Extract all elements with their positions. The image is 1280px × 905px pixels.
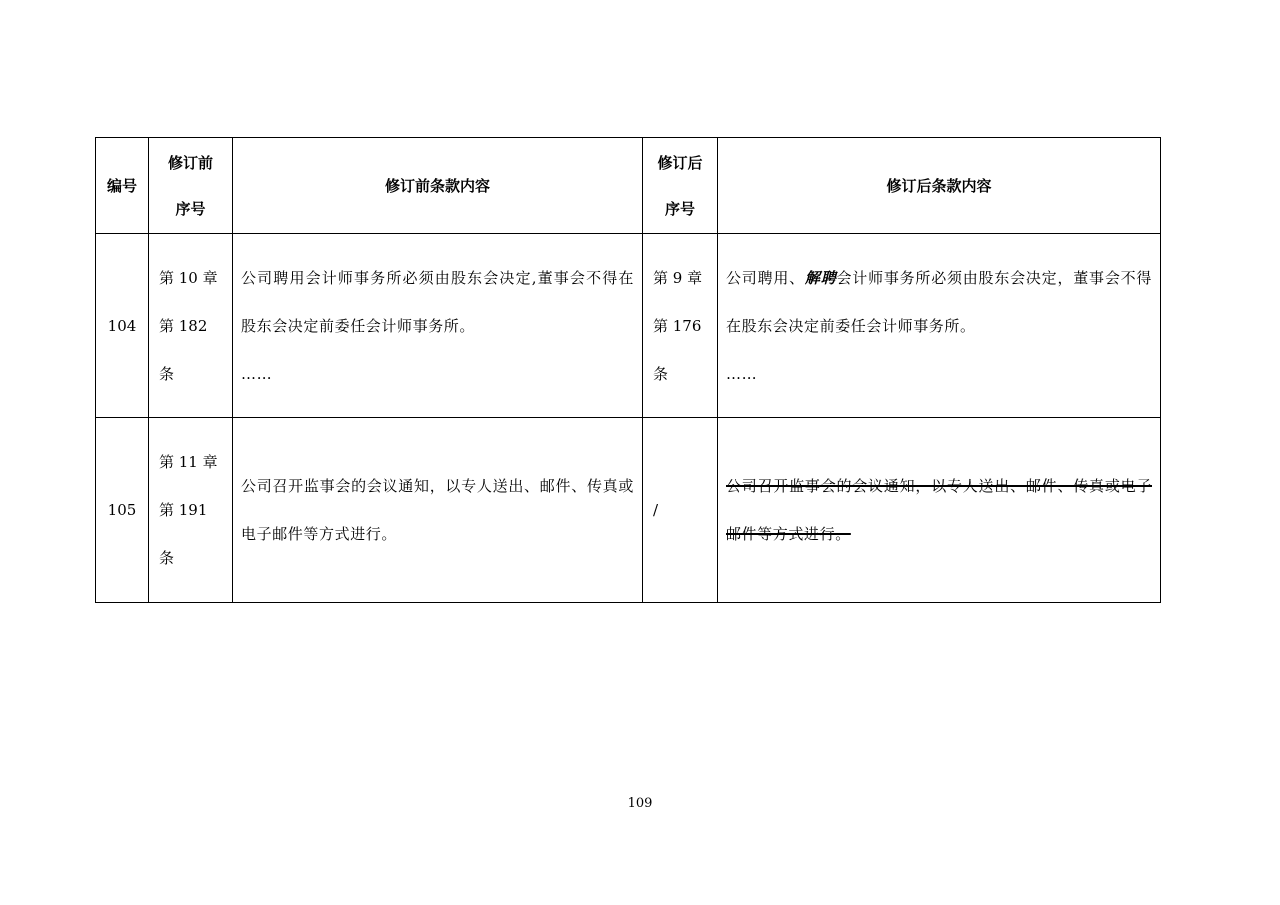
- before-ref-line: 第 182: [159, 316, 208, 335]
- table-header-row: [96, 138, 1161, 234]
- header-before-ref-line2: 序号: [175, 199, 206, 218]
- after-text-paragraph: [726, 254, 1152, 350]
- before-text: [233, 418, 643, 603]
- before-ref: [149, 418, 233, 603]
- after-ref: [643, 418, 718, 603]
- after-ref-slash: /: [653, 501, 659, 519]
- after-ref-line: 第 176: [653, 316, 702, 335]
- table-row: [96, 234, 1161, 418]
- after-ref-line: 条: [653, 364, 669, 383]
- before-ref-line: 第 11 章: [159, 453, 218, 471]
- header-before-ref-line1: 修订前: [167, 153, 213, 172]
- header-before-ref: [149, 138, 233, 234]
- before-ref-line: 第 191: [159, 501, 208, 519]
- before-ref-line: 条: [159, 549, 175, 567]
- before-text-ellipsis: ……: [241, 364, 273, 383]
- header-after-text: 修订后条款内容: [718, 138, 1161, 234]
- row-number: 105: [96, 418, 149, 603]
- after-text-ellipsis: ……: [726, 364, 758, 383]
- before-ref-line: 第 10 章: [159, 268, 218, 287]
- before-ref-line: 条: [159, 364, 175, 383]
- after-text-lead: 公司聘用、: [726, 268, 805, 287]
- after-ref-line: 第 9 章: [653, 268, 703, 287]
- before-ref: [149, 234, 233, 418]
- after-ref: [643, 234, 718, 418]
- after-text-rest: 会计师事务所必须由股东会决定，董事会不得在股东会决定前委任会计师事务所。: [726, 268, 1152, 335]
- header-before-text: 修订前条款内容: [233, 138, 643, 234]
- row-number: 104: [96, 234, 149, 418]
- before-text-paragraph: 公司聘用会计师事务所必须由股东会决定,董事会不得在股东会决定前委任会计师事务所。: [241, 268, 634, 335]
- header-after-ref: [643, 138, 718, 234]
- header-number: 编号: [96, 138, 149, 234]
- page-number: 109: [627, 796, 653, 811]
- amendment-table: [95, 137, 1161, 603]
- header-after-ref-line1: 修订后: [657, 153, 703, 172]
- before-text-paragraph: 公司召开监事会的会议通知，以专人送出、邮件、传真或电子邮件等方式进行。: [241, 477, 634, 543]
- before-text: [233, 234, 643, 418]
- header-after-ref-line2: 序号: [664, 199, 695, 218]
- table-row: [96, 418, 1161, 603]
- after-text: [718, 234, 1161, 418]
- inserted-text: 解聘: [804, 268, 837, 287]
- deleted-text: 公司召开监事会的会议通知，以专人送出、邮件、传真或电子邮件等方式进行。: [726, 477, 1152, 543]
- after-text: [718, 418, 1161, 603]
